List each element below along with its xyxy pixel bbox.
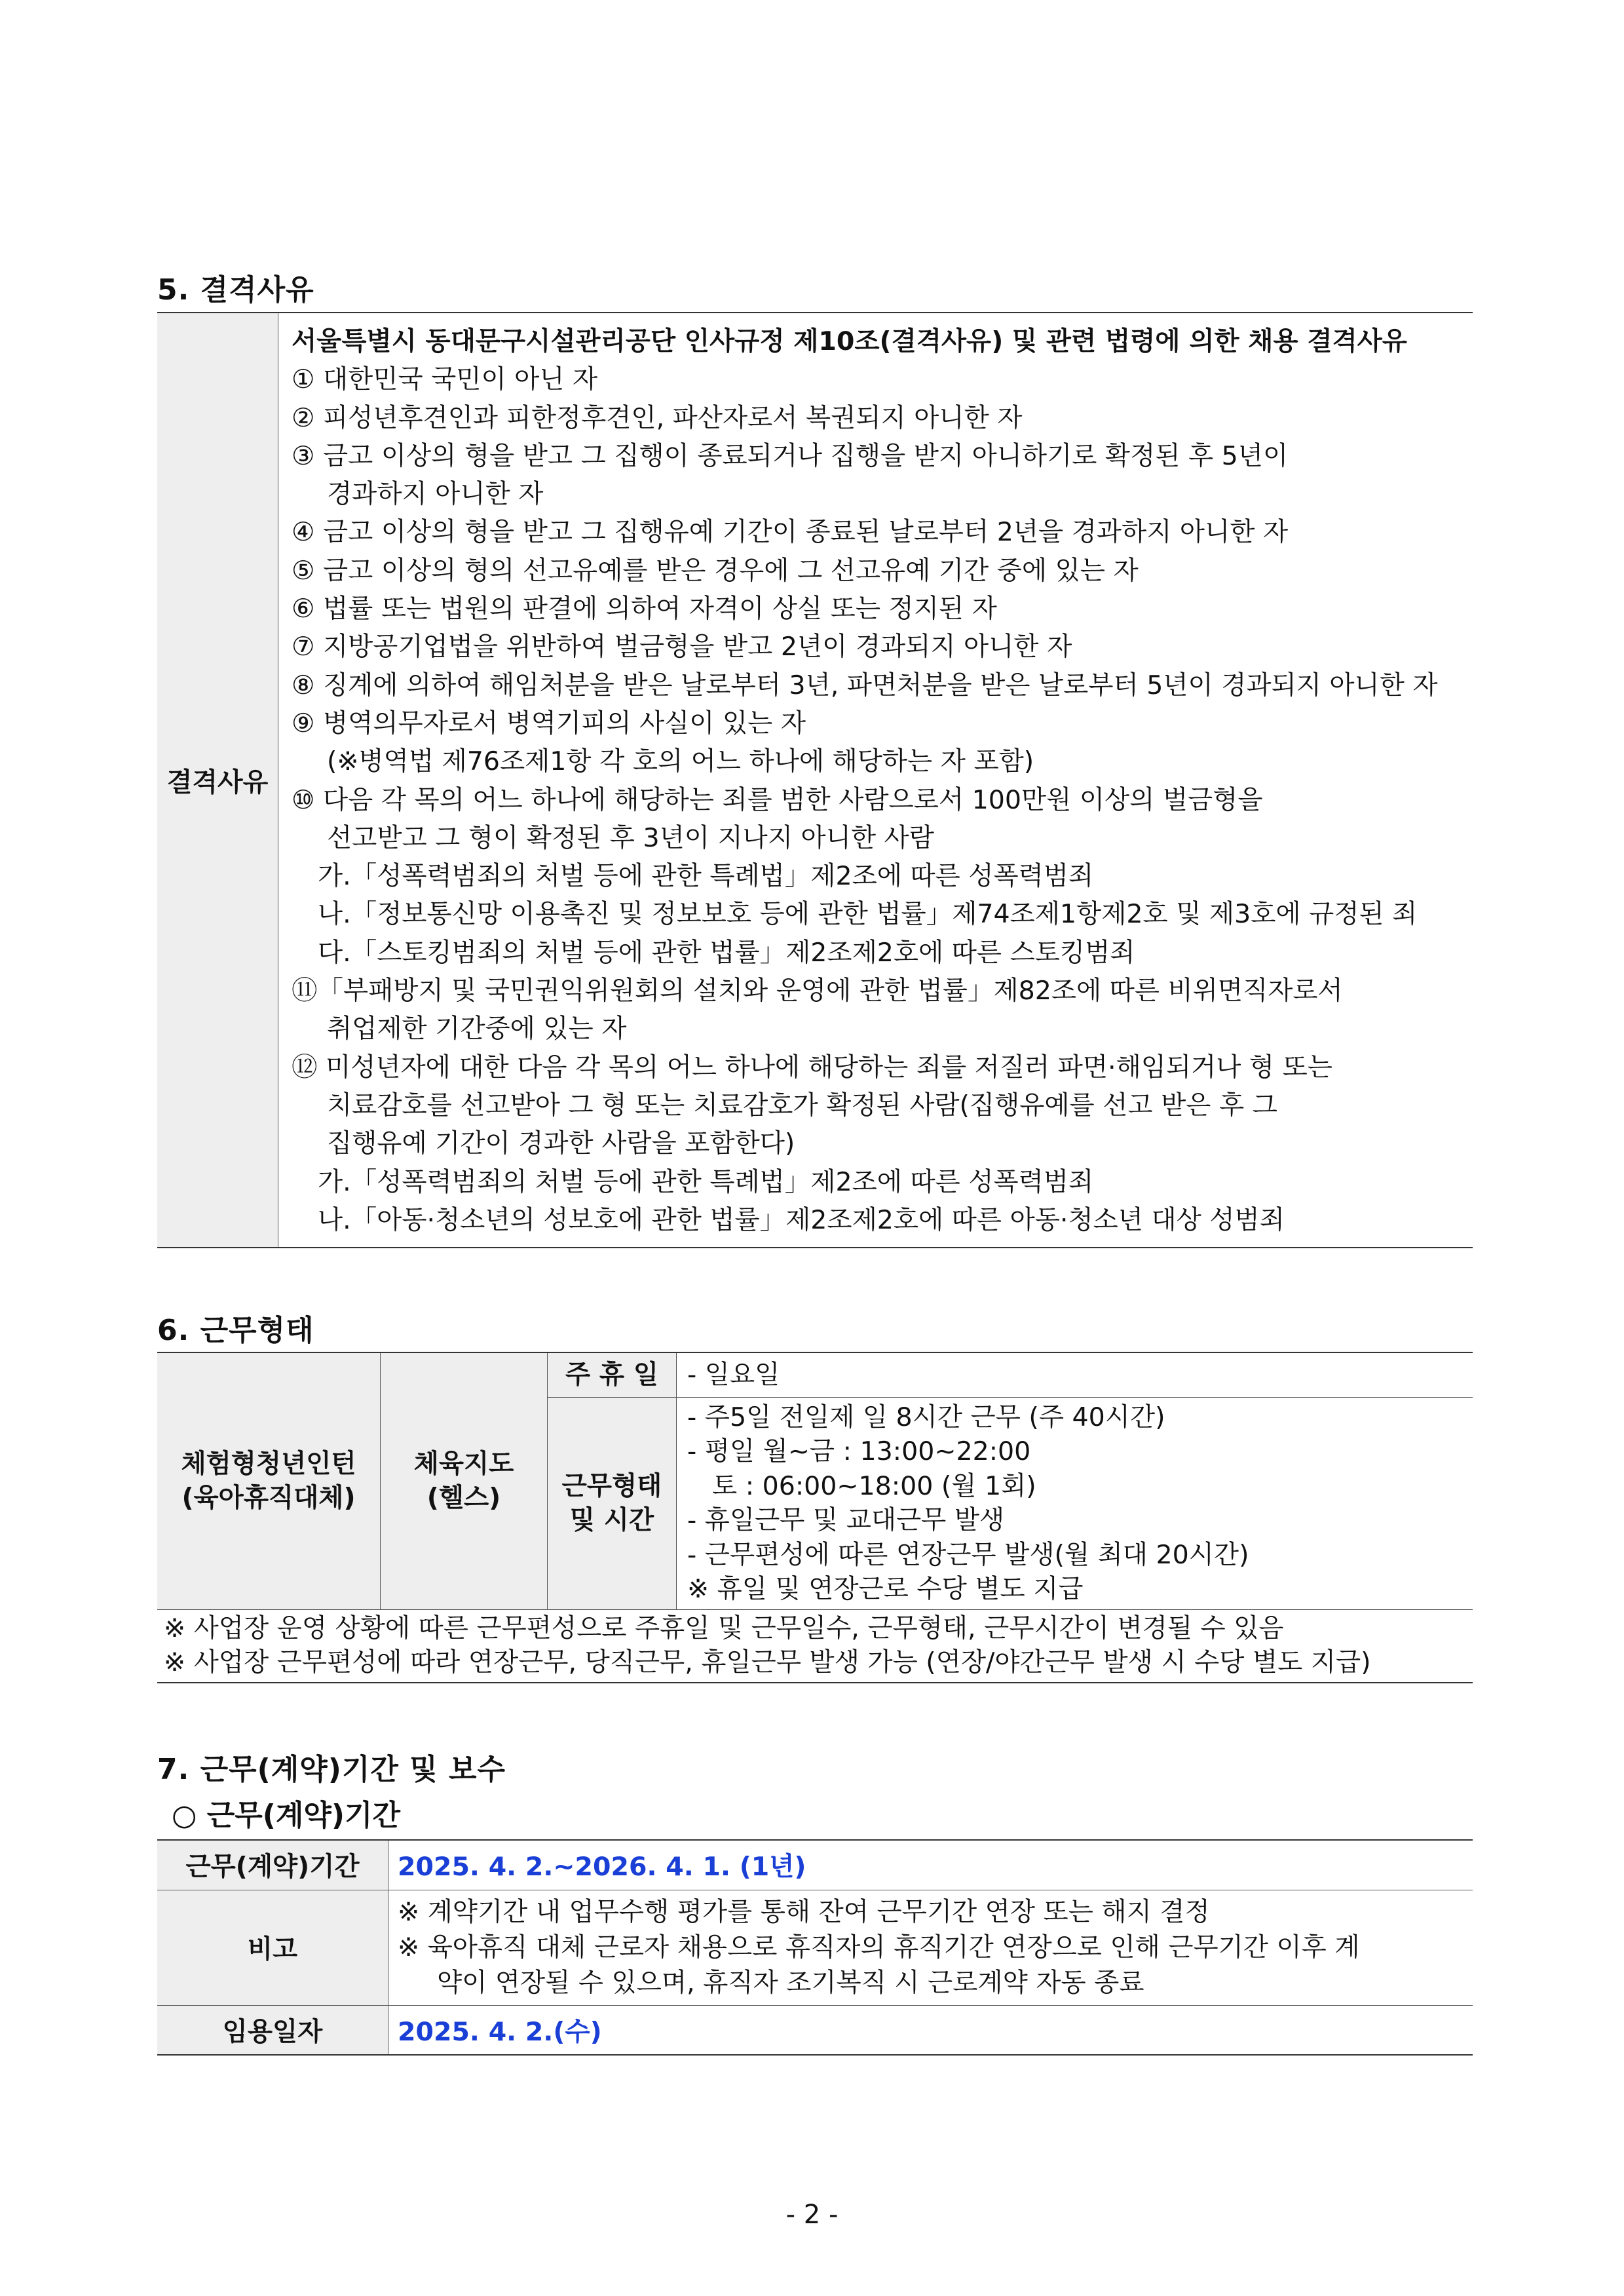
work-hours-line: - 주5일 전일제 일 8시간 근무 (주 40시간) xyxy=(687,1402,1165,1432)
section-6-title: 6. 근무형태 xyxy=(157,1314,314,1347)
disqualification-item: ① 대한민국 국민이 아닌 자 xyxy=(292,364,598,395)
work-hours-line: - 휴일근무 및 교대근무 발생 xyxy=(687,1505,1005,1535)
job-line: (헬스) xyxy=(426,1483,501,1514)
disqualification-subitem: 나.「아동·청소년의 성보호에 관한 법률」제2조제2호에 따른 아동·청소년 대상 성범죄 xyxy=(318,1204,1285,1235)
work-hours-line: - 근무편성에 따른 연장근무 발생(월 최대 20시간) xyxy=(687,1539,1249,1570)
disqualification-item-continued: 치료감호를 선고받아 그 형 또는 치료감호가 확정된 사람(집행유예를 선고 받은 후 그 xyxy=(327,1090,1277,1120)
remarks-line: ※ 육아휴직 대체 근로자 채용으로 휴직자의 휴직기간 연장으로 인해 근무기간 이후 계 xyxy=(398,1932,1360,1962)
disqualification-item-continued: 취업제한 기간중에 있는 자 xyxy=(327,1014,627,1044)
work-hours-line: 토 : 06:00~18:00 (월 1회) xyxy=(712,1470,1036,1501)
contract-period-subtitle: ○ 근무(계약)기간 xyxy=(172,1799,400,1832)
disqualification-heading: 서울특별시 동대문구시설관리공단 인사규정 제10조(결격사유) 및 관련 법령에 의한 채용 결격사유 xyxy=(292,326,1407,356)
start-date-value: 2025. 4. 2.(수) xyxy=(388,2005,1473,2055)
start-date-label: 임용일자 xyxy=(157,2005,388,2055)
contract-period-value: 2025. 4. 2.~2026. 4. 1. (1년) xyxy=(388,1840,1473,1890)
disqualification-item-continued: 선고받고 그 형이 확정된 후 3년이 지나지 아니한 사람 xyxy=(327,822,934,853)
disqualification-content xyxy=(278,313,1473,1248)
section-7-title: 7. 근무(계약)기간 및 보수 xyxy=(157,1753,506,1786)
work-hours-line: ※ 휴일 및 연장근로 수당 별도 지급 xyxy=(687,1574,1084,1604)
disqualification-item: ⑤ 금고 이상의 형의 선고유예를 받은 경우에 그 선고유예 기간 중에 있는 자 xyxy=(292,555,1139,586)
disqualification-item: ② 피성년후견인과 피한정후견인, 파산자로서 복권되지 아니한 자 xyxy=(292,402,1023,433)
disqualification-item: ⑩ 다음 각 목의 어느 하나에 해당하는 죄를 범한 사람으로서 100만원 이상의 벌금형을 xyxy=(292,784,1263,815)
disqualification-item-continued: (※병역법 제76조제1항 각 호의 어느 하나에 해당하는 자 포함) xyxy=(327,746,1034,777)
holiday-value: - 일요일 xyxy=(677,1352,1473,1397)
contract-period-label: 근무(계약)기간 xyxy=(157,1840,388,1890)
work-hours-label-line: 및 시간 xyxy=(569,1505,654,1535)
work-type-note: ※ 사업장 운영 상황에 따른 근무편성으로 주휴일 및 근무일수, 근무형태, 근무시간이 변경될 수 있음 xyxy=(164,1613,1284,1643)
work-type-notes xyxy=(157,1609,1473,1683)
disqualification-item: ⑨ 병역의무자로서 병역기피의 사실이 있는 자 xyxy=(292,708,806,738)
disqualification-item: ③ 금고 이상의 형을 받고 그 집행이 종료되거나 집행을 받지 아니하기로 확정된 후 5년이 xyxy=(292,440,1289,471)
disqualification-item: ⑥ 법률 또는 법원의 판결에 의하여 자격이 상실 또는 정지된 자 xyxy=(292,594,997,624)
disqualification-item-continued: 경과하지 아니한 자 xyxy=(327,479,544,510)
disqualification-item: ④ 금고 이상의 형을 받고 그 집행유예 기간이 종료된 날로부터 2년을 경과하지 아니한 자 xyxy=(292,517,1289,548)
work-hours-label xyxy=(548,1397,677,1609)
work-hours-line: - 평일 월~금 : 13:00~22:00 xyxy=(687,1436,1031,1466)
remarks-line: 약이 연장될 수 있으며, 휴직자 조기복직 시 근로계약 자동 종료 xyxy=(437,1968,1144,1998)
contract-period-table xyxy=(157,1839,1473,2056)
remarks-line: ※ 계약기간 내 업무수행 평가를 통해 잔여 근무기간 연장 또는 해지 결정 xyxy=(398,1897,1210,1927)
holiday-label: 주 휴 일 xyxy=(548,1352,677,1397)
work-hours-value xyxy=(677,1397,1473,1609)
section-5-title: 5. 결격사유 xyxy=(157,273,314,307)
disqualification-subitem: 다.「스토킹범죄의 처벌 등에 관한 법률」제2조제2호에 따른 스토킹범죄 xyxy=(318,937,1135,968)
remarks-label: 비고 xyxy=(157,1890,388,2005)
disqualification-item: ⑦ 지방공기업법을 위반하여 벌금형을 받고 2년이 경과되지 아니한 자 xyxy=(292,632,1072,662)
remarks-value xyxy=(388,1890,1473,2005)
job-type-cell xyxy=(157,1352,381,1609)
work-type-note: ※ 사업장 근무편성에 따라 연장근무, 당직근무, 휴일근무 발생 가능 (연장/야간근무 발생 시 수당 별도 지급) xyxy=(164,1647,1371,1677)
job-line: 체육지도 xyxy=(413,1449,514,1480)
disqualification-item-continued: 집행유예 기간이 경과한 사람을 포함한다) xyxy=(327,1128,795,1159)
disqualification-subitem: 가.「성폭력범죄의 처벌 등에 관한 특례법」제2조에 따른 성폭력범죄 xyxy=(318,861,1094,892)
disqualification-subitem: 나.「정보통신망 이용촉진 및 정보보호 등에 관한 법률」제74조제1항제2호 및 제3호에 규정된 죄 xyxy=(318,899,1418,930)
disqualification-item: ⑪「부패방지 및 국민권익위원회의 설치와 운영에 관한 법률」제82조에 따른 비위면직자로서 xyxy=(292,976,1343,1006)
job-type-line: 체험형청년인턴 xyxy=(181,1449,356,1480)
disqualification-item: ⑧ 징계에 의하여 해임처분을 받은 날로부터 3년, 파면처분을 받은 날로부터 5년이 경과되지 아니한 자 xyxy=(292,670,1438,700)
disqualification-subitem: 가.「성폭력범죄의 처벌 등에 관한 특례법」제2조에 따른 성폭력범죄 xyxy=(318,1166,1094,1197)
disqualification-item: ⑫ 미성년자에 대한 다음 각 목의 어느 하나에 해당하는 죄를 저질러 파면·해임되거나 형 또는 xyxy=(292,1052,1332,1082)
work-hours-label-line: 근무형태 xyxy=(561,1471,662,1501)
work-type-table xyxy=(157,1352,1473,1683)
disqualification-label: 결격사유 xyxy=(157,313,278,1248)
job-type-line: (육아휴직대체) xyxy=(181,1483,356,1514)
job-cell xyxy=(381,1352,548,1609)
page-number: - 2 - xyxy=(785,2200,839,2230)
disqualification-table xyxy=(157,312,1473,1248)
